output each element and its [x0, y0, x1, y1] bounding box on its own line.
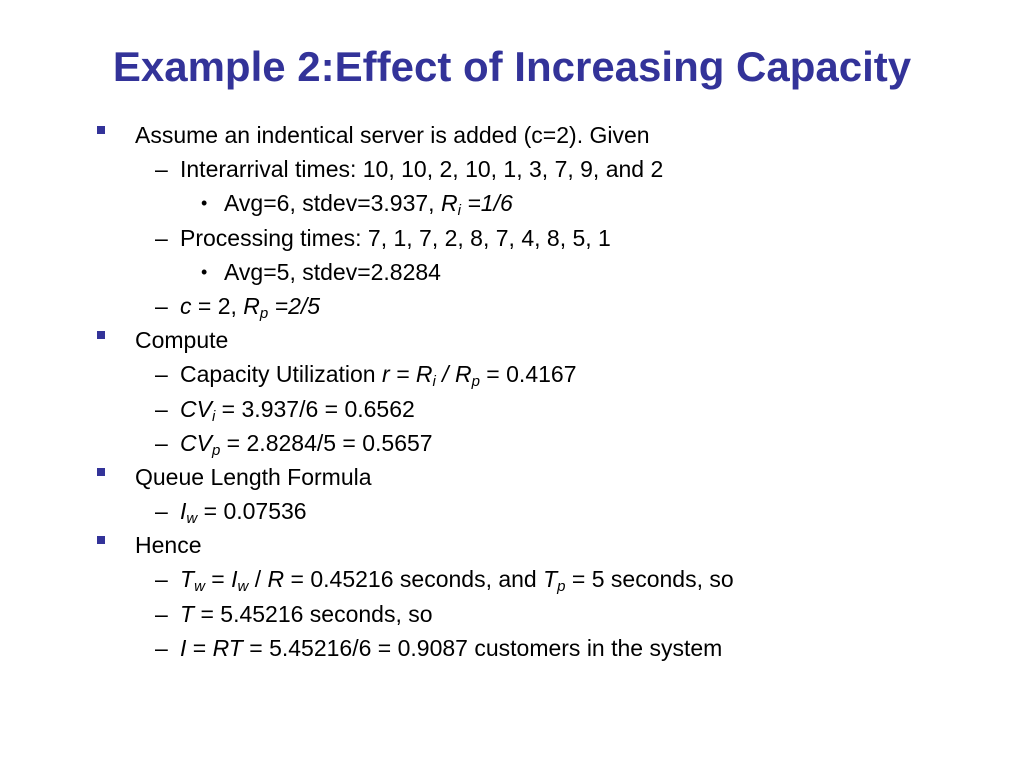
- dash-bullet-icon: –: [155, 156, 168, 183]
- square-bullet-icon: [97, 468, 105, 476]
- bullet-text: Compute: [135, 327, 229, 354]
- dot-bullet-icon: •: [201, 193, 208, 214]
- bullet-t: [0, 597, 1024, 631]
- bullet-text: Queue Length Formula: [135, 463, 372, 490]
- dash-bullet-icon: –: [155, 292, 168, 319]
- bullet-text: c = 2, $R_p =2/5$: [180, 292, 321, 322]
- bullet-cvi: [0, 392, 1024, 426]
- bullet-text: $I_w = 0.07536$: [180, 498, 307, 528]
- bullet-text: Avg=5, stdev=2.8284: [224, 258, 441, 285]
- bullet-text: Hence: [135, 532, 202, 559]
- bullet-compute: [0, 323, 1024, 357]
- dash-bullet-icon: –: [155, 600, 168, 627]
- bullet-text: $CV_p = 2.8284/5 = 0.5657$: [180, 429, 433, 459]
- bullet-text: $CV_i = 3.937/6 = 0.6562$: [180, 395, 415, 425]
- square-bullet-icon: [97, 536, 105, 544]
- bullet-assume: [0, 118, 1024, 152]
- bullet-tw: [0, 562, 1024, 596]
- bullet-processing: [0, 221, 1024, 255]
- bullet-utilization: [0, 357, 1024, 391]
- bullet-cvp: [0, 426, 1024, 460]
- dot-bullet-icon: •: [201, 261, 208, 282]
- dash-bullet-icon: –: [155, 361, 168, 388]
- bullet-text: I = RT = 5.45216/6 = 0.9087 customers in the system: [180, 634, 723, 661]
- bullet-hence: [0, 528, 1024, 562]
- square-bullet-icon: [97, 331, 105, 339]
- dash-bullet-icon: –: [155, 566, 168, 593]
- dash-bullet-icon: –: [155, 224, 168, 251]
- square-bullet-icon: [97, 126, 105, 134]
- bullet-text: Capacity Utilization $r = R_i / R_p = 0.4167$: [180, 361, 577, 391]
- dash-bullet-icon: –: [155, 634, 168, 661]
- bullet-queue-length: [0, 460, 1024, 494]
- bullet-text: T = 5.45216 seconds, so: [180, 600, 433, 627]
- bullet-text: Processing times: 7, 1, 7, 2, 8, 7, 4, 8, 5, 1: [180, 224, 611, 251]
- dash-bullet-icon: –: [155, 498, 168, 525]
- bullet-text: Interarrival times: 10, 10, 2, 10, 1, 3, 7, 9, and 2: [180, 156, 664, 183]
- bullet-i: [0, 631, 1024, 665]
- bullet-processing-stats: [0, 255, 1024, 289]
- bullet-text: $T_w = I_w / R = 0.45216$ seconds, and $T_p = 5$ seconds, so: [180, 566, 734, 596]
- bullet-list: [0, 118, 1024, 665]
- bullet-interarrival-stats: [0, 186, 1024, 220]
- bullet-text: Avg=6, stdev=3.937, $R_i =1/6$: [224, 190, 513, 220]
- dash-bullet-icon: –: [155, 395, 168, 422]
- bullet-iw: [0, 494, 1024, 528]
- bullet-interarrival: [0, 152, 1024, 186]
- slide-title: Example 2:Effect of Increasing Capacity: [112, 43, 912, 90]
- bullet-c-rp: [0, 289, 1024, 323]
- dash-bullet-icon: –: [155, 429, 168, 456]
- bullet-text: Assume an indentical server is added (c=2). Given: [135, 122, 650, 148]
